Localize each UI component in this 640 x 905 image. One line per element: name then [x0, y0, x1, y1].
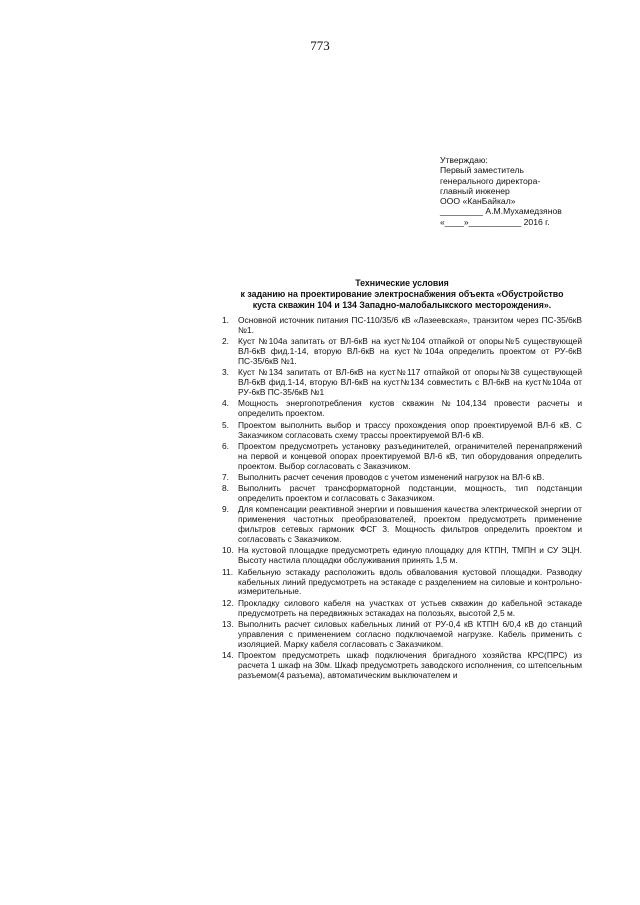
approval-signature-line: _________ А.М.Мухамедзянов [440, 206, 562, 217]
list-item [222, 651, 582, 681]
list-item-number: 11. [222, 566, 234, 577]
document-title [222, 278, 582, 310]
list-item [222, 473, 582, 483]
list-item-text: Проектом предусмотреть шкаф подключения бригадного хозяйства КРС(ПРС) из расчета 1 шкаф на 30м. Шкаф предусмотреть заводского исполнения, со штепсельным разъемом(4 разъема), автоматическим выключателем и [238, 650, 582, 680]
list-item-text: Основной источник питания ПС-110/35/6 кВ «Лазеевская», транзитом через ПС-35/6кВ №1. [238, 315, 582, 335]
list-item [222, 442, 582, 472]
list-item-text: Куст №134 запитать от ВЛ-6кВ на куст№117 отпайкой от опоры№38 существующей ВЛ-6кВ фид.1-14, вторую ВЛ-6кВ на куст№134 совместить с ВЛ-6кВ на куст№104а от РУ-6кВ ПС-35/6кВ №1 [238, 367, 582, 398]
approval-date-line: «____»___________ 2016 г. [440, 216, 550, 227]
list-item [222, 620, 582, 650]
list-item-number: 12. [222, 597, 234, 608]
approval-block [440, 155, 630, 227]
list-item [222, 316, 582, 336]
list-item-number: 9. [222, 504, 229, 515]
list-item-text: Прокладку силового кабеля на участках от устьев скважин до кабельной эстакаде предусмотреть на передвижных эстакадах на полозьях, высотой 2,5 м. [238, 597, 582, 618]
title-line: к заданию на проектирование электроснабжения объекта «Обустройство [240, 288, 564, 299]
list-item-number: 7. [222, 471, 229, 482]
list-item-text: Кабельную эстакаду расположить вдоль обвалования кустовой площадки. Разводку кабельных линий предусмотреть на эстакаде с разделением на силовые и контрольно-измерительные. [238, 566, 582, 597]
list-item-number: 10. [222, 545, 234, 556]
list-item-number: 3. [222, 367, 229, 378]
list-item-text: На кустовой площадке предусмотреть единую площадку для КТПН, ТМПН и СУ ЭЦН. Высоту настила площадки обслуживания принять 1,5 м. [238, 545, 582, 566]
list-item [222, 337, 582, 367]
list-item [222, 505, 582, 545]
list-item-number: 6. [222, 440, 229, 451]
approval-line: ООО «КанБайкал» [440, 196, 516, 207]
list-item [222, 546, 582, 566]
list-item [222, 484, 582, 504]
list-item-number: 1. [222, 315, 229, 325]
title-line: Технические условия [355, 278, 449, 288]
list-item-number: 8. [222, 483, 229, 494]
list-item-number: 2. [222, 336, 229, 347]
list-item-text: Для компенсации реактивной энергии и повышения качества электрической энергии от применения частотных преобразователей, проектом предусмотреть применение фильтров сетевых гармоник ФСГ 3. Мощность фильтров определить проектом и согласовать с Заказчиком. [238, 504, 582, 545]
title-line: куста скважин 104 и 134 Западно-малобалыкского месторождения». [252, 299, 552, 310]
list-item [222, 599, 582, 619]
list-item-text: Проектом выполнить выбор и трассу прохождения опор проектируемой ВЛ-6 кВ. С Заказчиком согласовать схему трассы проектируемой ВЛ-6 кВ. [238, 419, 582, 440]
list-item [222, 399, 582, 419]
approval-line: главный инженер [440, 185, 510, 196]
approval-line: генерального директора- [440, 175, 541, 186]
list-item-number: 13. [222, 618, 234, 629]
list-item [222, 368, 582, 398]
list-item-text: Выполнить расчет силовых кабельных линий от РУ-0,4 кВ КТПН 6/0,4 кВ до станций управления с применением согласно подключаемой нагрузке. Кабель применить с изоляцией. Марку кабеля согласовать с Заказчиком. [238, 618, 582, 649]
page-number: 773 [310, 38, 330, 53]
list-item-text: Выполнить расчет сечения проводов с учетом изменений нагрузок на ВЛ-6 кВ. [238, 471, 545, 482]
approval-line: Первый заместитель [440, 165, 524, 176]
requirements-list [222, 316, 582, 682]
list-item-number: 4. [222, 398, 229, 409]
approval-line: Утверждаю: [440, 155, 488, 165]
list-item-text: Проектом предусмотреть установку разъединителей, ограничителей перенапряжений на первой и концевой опорах проектируемой ВЛ-6 кВ, тип оборудования определить проектом. Выбор согласовать с Заказчиком. [238, 440, 582, 471]
list-item-number: 5. [222, 419, 229, 430]
list-item [222, 421, 582, 441]
list-item-text: Выполнить расчет трансформаторной подстанции, мощность, тип подстанции определить проектом и согласовать с Заказчиком. [238, 483, 582, 504]
list-item [222, 568, 582, 598]
list-item-text: Куст №104а запитать от ВЛ-6кВ на куст№104 отпайкой от опоры№5 существующей ВЛ-6кВ фид.1-14, вторую ВЛ-6кВ на куст№104а определить проектом от РУ-6кВ ПС-35/6кВ №1. [238, 336, 582, 367]
list-item-text: Мощность энергопотребления кустов скважин №104,134 провести расчеты и определить проектом. [238, 398, 582, 419]
list-item-number: 14. [222, 650, 234, 661]
